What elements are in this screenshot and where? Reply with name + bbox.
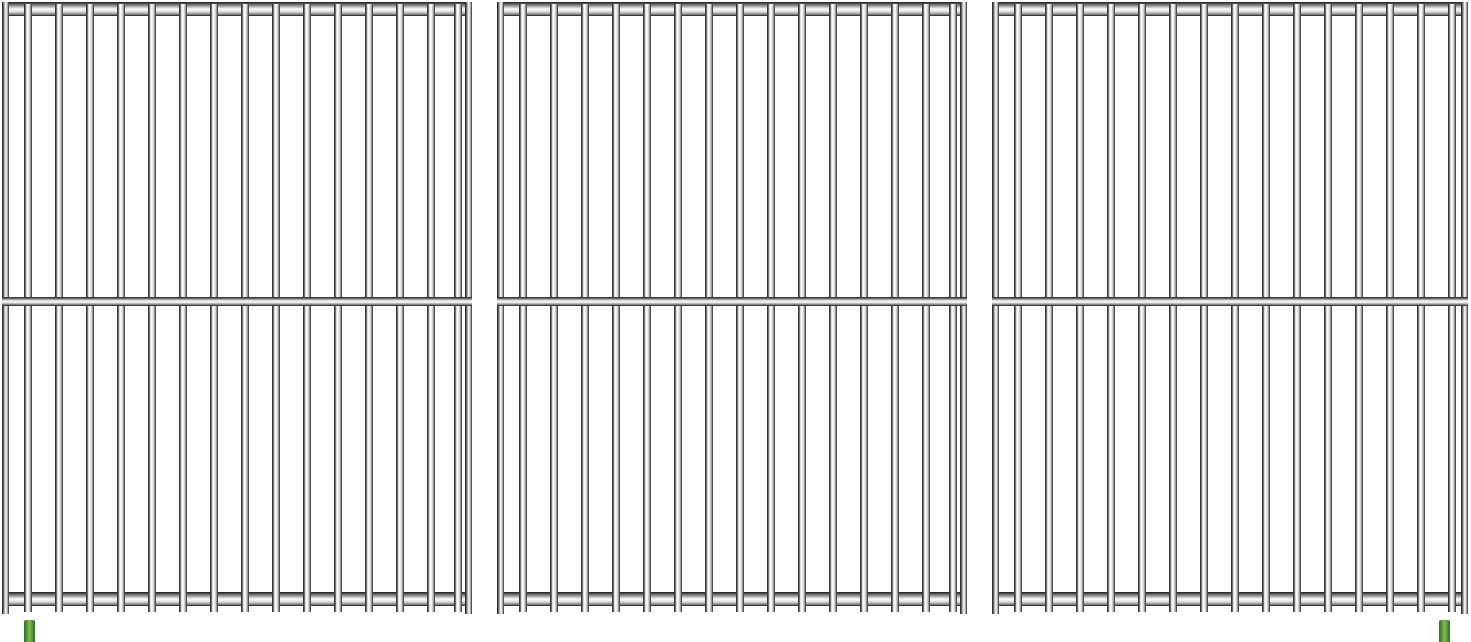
grate-rod	[427, 4, 435, 612]
grate-rod	[1138, 4, 1146, 612]
grate-bottom-rail	[992, 592, 1468, 606]
grate-left	[2, 0, 472, 642]
grate-rod	[949, 4, 957, 612]
grate-rod	[674, 4, 682, 612]
grate-rod	[1231, 4, 1239, 612]
grate-rod	[117, 4, 125, 612]
grate-right-edge	[1461, 2, 1468, 614]
grate-rod	[891, 4, 899, 612]
grate-rod	[705, 4, 713, 612]
grate-rod	[454, 4, 462, 612]
grate-rod	[334, 4, 342, 612]
grate-rod	[1107, 4, 1115, 612]
grate-left-edge	[992, 2, 999, 614]
grate-rod	[1014, 4, 1022, 612]
grate-crossbar	[497, 297, 967, 306]
grate-rod	[1293, 4, 1301, 612]
grate-rod	[736, 4, 744, 612]
grate-crossbar	[992, 297, 1468, 306]
grate-rod	[1262, 4, 1270, 612]
grate-rod	[1076, 4, 1084, 612]
grate-right	[992, 0, 1468, 642]
grate-rod	[396, 4, 404, 612]
grate-rod	[303, 4, 311, 612]
grate-rod	[55, 4, 63, 612]
grate-rod	[148, 4, 156, 612]
grate-rod	[1355, 4, 1363, 612]
grate-rod	[272, 4, 280, 612]
grate-rod	[241, 4, 249, 612]
grate-rod	[643, 4, 651, 612]
grate-rod	[798, 4, 806, 612]
grate-center	[497, 0, 967, 642]
grate-rod	[1200, 4, 1208, 612]
grate-rod	[179, 4, 187, 612]
grate-rod	[1448, 4, 1456, 612]
grate-rod	[581, 4, 589, 612]
grate-right-edge	[465, 2, 472, 614]
grate-crossbar	[2, 297, 472, 306]
grate-rod	[210, 4, 218, 612]
grate-left-edge	[497, 2, 504, 614]
grate-rod	[519, 4, 527, 612]
grate-rod	[829, 4, 837, 612]
grate-rod	[365, 4, 373, 612]
grate-rod	[767, 4, 775, 612]
grate-foot	[24, 620, 35, 642]
grate-rod	[24, 4, 32, 612]
grate-rod	[860, 4, 868, 612]
grate-right-edge	[960, 2, 967, 614]
grate-rod	[922, 4, 930, 612]
grate-rod	[1324, 4, 1332, 612]
grate-rod	[1045, 4, 1053, 612]
grate-rod	[86, 4, 94, 612]
grate-rod	[1386, 4, 1394, 612]
grate-rod	[1169, 4, 1177, 612]
grate-left-edge	[2, 2, 9, 614]
grate-rod	[550, 4, 558, 612]
grate-rod	[612, 4, 620, 612]
grate-foot	[1439, 620, 1450, 642]
grate-rod	[1417, 4, 1425, 612]
grate-top-rail	[992, 2, 1468, 16]
